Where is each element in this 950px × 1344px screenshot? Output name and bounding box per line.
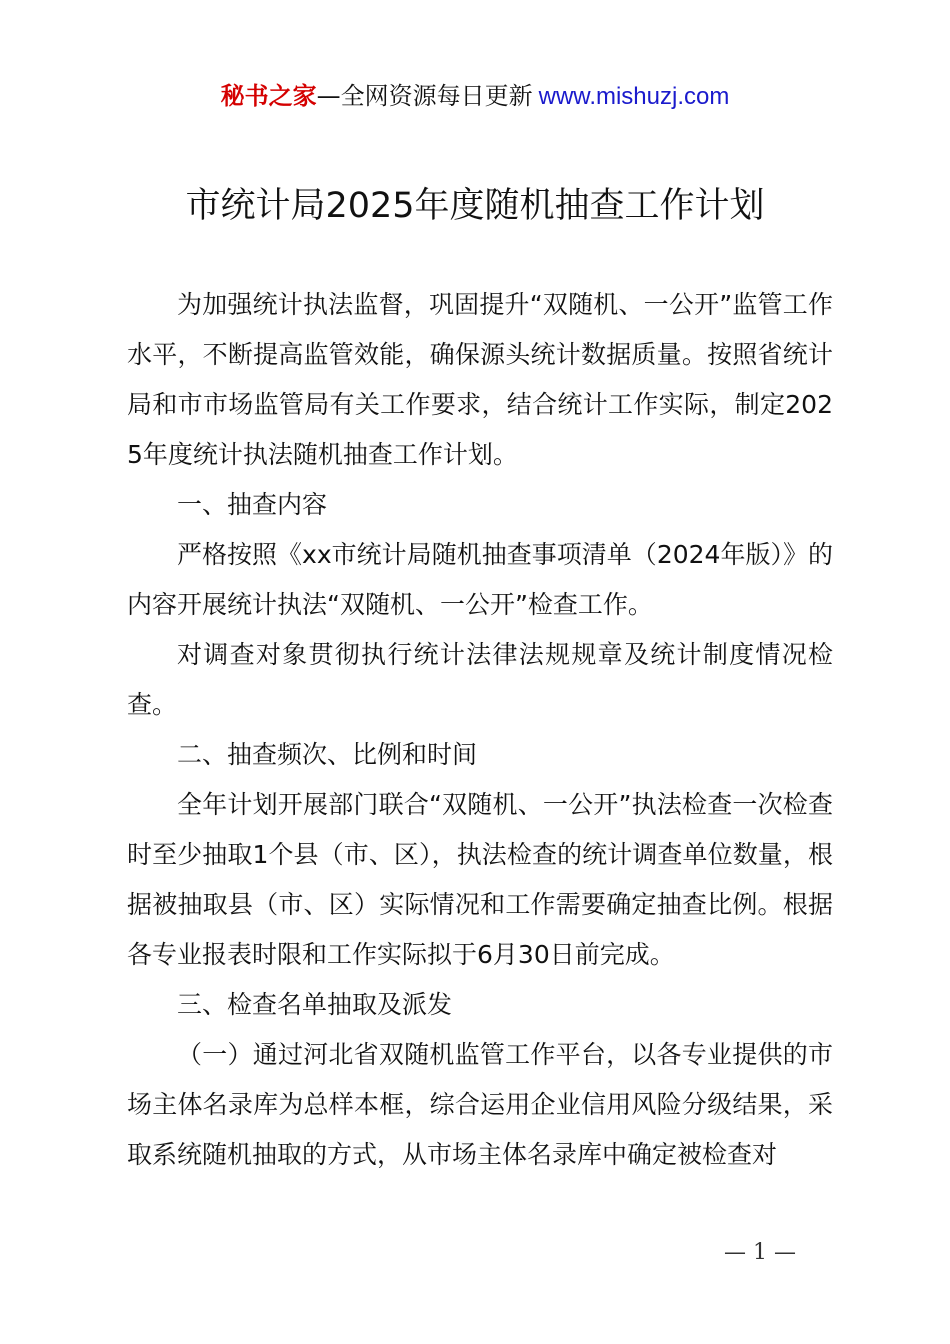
section-heading-2: 二、抽查频次、比例和时间 xyxy=(177,740,478,769)
brand-name: 秘书之家 xyxy=(220,82,317,110)
paragraph: 严格按照《xx市统计局随机抽查事项清单（2024年版）》的内容开展统计执法“双随机、一公开”检查工作。 xyxy=(127,540,833,619)
section-heading-3: 三、检查名单抽取及派发 xyxy=(177,990,453,1019)
site-url-link[interactable]: www.mishuzj.com xyxy=(538,83,730,110)
document-title: 市统计局2025年度随机抽查工作计划 xyxy=(185,186,765,226)
paragraph: 全年计划开展部门联合“双随机、一公开”执法检查一次检查时至少抽取1个县（市、区），执法检查的统计调查单位数量，根据被抽取县（市、区）实际情况和工作需要确定抽查比例。根据各专业报表时限和工作实际拟于6月30日前完成。 xyxy=(127,790,833,969)
section-heading-1: 一、抽查内容 xyxy=(177,490,328,519)
paragraph: 对调查对象贯彻执行统计法律法规规章及统计制度情况检查。 xyxy=(127,640,833,719)
site-header xyxy=(0,80,950,113)
document-body xyxy=(127,280,833,1180)
paragraph-intro: 为加强统计执法监督，巩固提升“双随机、一公开”监管工作水平，不断提高监管效能，确保源头统计数据质量。按照省统计局和市市场监管局有关工作要求，结合统计工作实际，制定2025年度统计执法随机抽查工作计划。 xyxy=(127,290,833,469)
page-number: — 1 — xyxy=(724,1240,796,1265)
header-slogan: —全网资源每日更新 xyxy=(316,82,533,110)
paragraph: （一）通过河北省双随机监管工作平台，以各专业提供的市场主体名录库为总样本框，综合运用企业信用风险分级结果，采取系统随机抽取的方式，从市场主体名录库中确定被检查对 xyxy=(127,1040,833,1169)
